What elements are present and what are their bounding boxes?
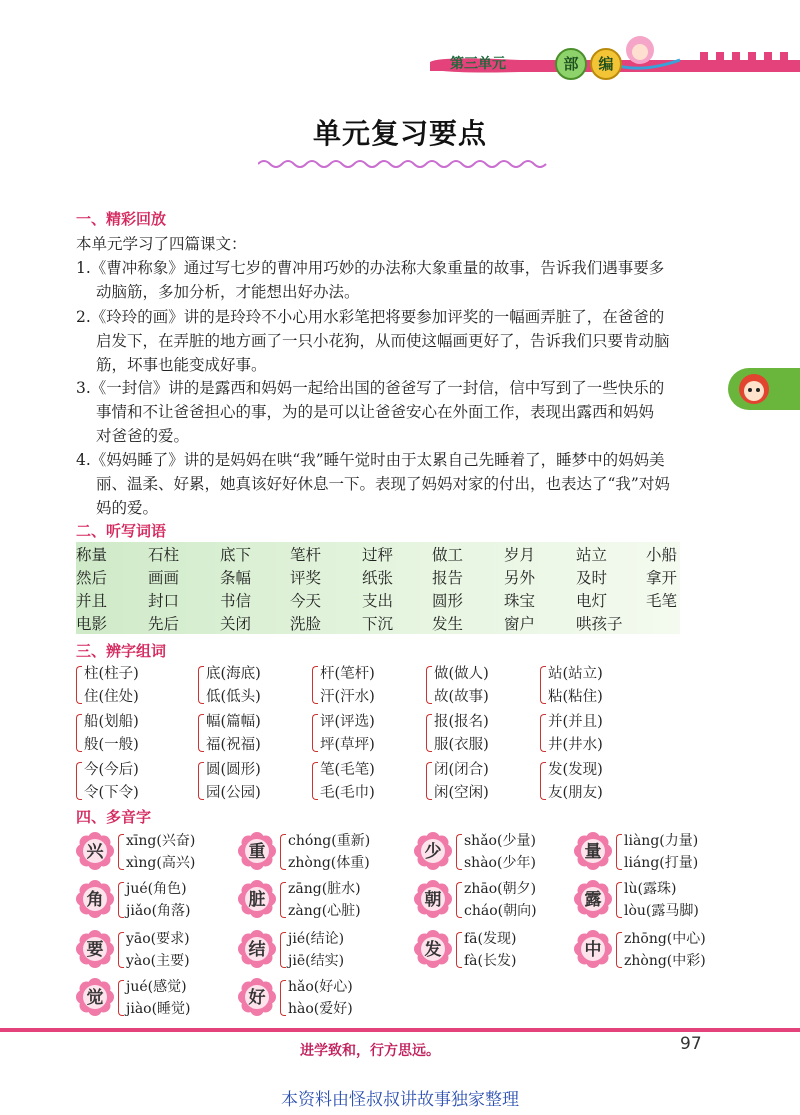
item-line: 筋，坏事也能变成好事。 [96, 356, 267, 374]
polyphone-char: 结 [248, 940, 266, 960]
flower-char-badge [238, 880, 276, 918]
pronunciation: shǎo(少量) [464, 833, 536, 849]
vocab-word: 并且 [76, 592, 108, 610]
brace-mark [198, 714, 204, 752]
compare-word: 发(发现) [548, 762, 603, 778]
pronunciation: zàng(心脏) [288, 903, 361, 919]
intro-text: 本单元学习了四篇课文： [76, 235, 247, 253]
pronunciation: zhòng(中彩) [624, 953, 706, 969]
brace-mark [312, 762, 318, 800]
brace-mark [312, 714, 318, 752]
polyphone-char: 觉 [86, 988, 104, 1008]
item-line: 1.《曹冲称象》通过写七岁的曹冲用巧妙的办法称大象重量的故事，告诉我们遇事要多 [76, 259, 665, 277]
compare-word: 报(报名) [434, 714, 489, 730]
brace-mark [426, 714, 432, 752]
flower-char-badge [414, 832, 452, 870]
vocab-word: 哄孩子 [576, 615, 623, 633]
vocab-word: 书信 [220, 592, 252, 610]
flower-char-badge [414, 930, 452, 968]
pronunciation: jiǎo(角落) [126, 903, 191, 919]
brace-mark [540, 714, 546, 752]
polyphone-char: 朝 [424, 890, 442, 910]
brace-mark [118, 882, 124, 918]
brace-mark [456, 834, 462, 870]
compare-word: 闭(闭合) [434, 762, 489, 778]
vocab-word: 笔杆 [290, 546, 322, 564]
polyphone-char: 好 [248, 988, 266, 1008]
cartoon-icon [734, 369, 774, 409]
flower-char-badge [414, 880, 452, 918]
brace-mark [280, 932, 286, 968]
pronunciation: shào(少年) [464, 855, 536, 871]
vocab-word: 做工 [432, 546, 464, 564]
vocab-word: 然后 [76, 569, 108, 587]
compare-word: 杆(笔杆) [320, 666, 375, 682]
polyphone-char: 重 [248, 842, 266, 862]
brace-mark [456, 882, 462, 918]
compare-word: 令(下令) [84, 785, 139, 801]
footer-line [0, 1028, 800, 1032]
brace-mark [118, 980, 124, 1016]
compare-word: 毛(毛巾) [320, 785, 375, 801]
item-line: 启发下，在弄脏的地方画了一只小花狗，从而使这幅画更好了，告诉我们只要肯动脑 [96, 332, 670, 350]
polyphone-char: 露 [584, 890, 602, 910]
brace-mark [118, 932, 124, 968]
pronunciation: jiē(结实) [288, 953, 345, 969]
brace-mark [198, 762, 204, 800]
vocab-word: 珠宝 [504, 592, 536, 610]
compare-word: 做(做人) [434, 666, 489, 682]
vocab-word: 石柱 [148, 546, 180, 564]
brace-mark [616, 882, 622, 918]
compare-word: 评(评选) [320, 714, 375, 730]
side-tab-decoration [728, 368, 800, 410]
vocab-word: 下沉 [362, 615, 394, 633]
vocab-word: 电灯 [576, 592, 608, 610]
polyphone-char: 发 [424, 940, 442, 960]
item-line: 动脑筋，多加分析，才能想出好办法。 [96, 283, 360, 301]
compare-word: 站(站立) [548, 666, 603, 682]
brace-mark [456, 932, 462, 968]
vocab-word: 另外 [504, 569, 536, 587]
compare-word: 坪(草坪) [320, 737, 375, 753]
compare-word: 福(祝福) [206, 737, 261, 753]
compare-word: 闲(空闲) [434, 785, 489, 801]
vocab-word: 圆形 [432, 592, 464, 610]
compare-word: 般(一般) [84, 737, 139, 753]
vocab-word: 洗脸 [290, 615, 322, 633]
vocab-word: 岁月 [504, 546, 536, 564]
pronunciation: yào(主要) [126, 953, 190, 969]
brace-mark [76, 714, 82, 752]
brace-mark [280, 980, 286, 1016]
item-line: 对爸爸的爱。 [96, 427, 190, 445]
brace-mark [76, 762, 82, 800]
flower-char-badge [76, 978, 114, 1016]
flower-char-badge [574, 880, 612, 918]
flower-char-badge [238, 930, 276, 968]
brace-mark [118, 834, 124, 870]
pronunciation: zāng(脏水) [288, 881, 361, 897]
compare-word: 低(低头) [206, 689, 261, 705]
polyphone-char: 脏 [248, 890, 266, 910]
page-title: 单元复习要点 [312, 117, 487, 150]
item-line: 事情和不让爸爸担心的事，为的是可以让爸爸安心在外面工作，表现出露西和妈妈 [96, 403, 655, 421]
compare-word: 幅(篇幅) [206, 714, 261, 730]
vocab-word: 关闭 [220, 615, 252, 633]
item-line: 妈的爱。 [96, 499, 159, 517]
brace-mark [312, 666, 318, 704]
summary-item-4 [76, 448, 670, 520]
item-line: 2.《玲玲的画》讲的是玲玲不小心用水彩笔把将要参加评奖的一幅画弄脏了，在爸爸的 [76, 308, 665, 326]
compare-word: 粘(粘住) [548, 689, 603, 705]
pronunciation: xīng(兴奋) [126, 833, 196, 849]
vocab-word: 画画 [148, 569, 180, 587]
brace-mark [76, 666, 82, 704]
compare-word: 服(衣服) [434, 737, 489, 753]
section-heading-dictation: 二、听写词语 [76, 522, 167, 540]
badge-bu: 部 [555, 48, 587, 80]
vocab-word: 发生 [432, 615, 464, 633]
brace-mark [540, 762, 546, 800]
item-line: 3.《一封信》讲的是露西和妈妈一起给出国的爸爸写了一封信，信中写到了一些快乐的 [76, 379, 665, 397]
polyphone-char: 要 [86, 940, 104, 960]
brace-mark [616, 834, 622, 870]
summary-item-1 [76, 256, 664, 304]
vocab-grid [76, 542, 680, 634]
flower-char-badge [574, 832, 612, 870]
vocab-word: 今天 [290, 592, 322, 610]
section-heading-polyphone: 四、多音字 [76, 808, 152, 826]
brace-mark [280, 834, 286, 870]
pronunciation: yāo(要求) [126, 931, 190, 947]
polyphone-char: 中 [584, 940, 602, 960]
vocab-word: 拿开 [646, 569, 678, 587]
pronunciation: liáng(打量) [624, 855, 699, 871]
polyphone-char: 量 [584, 842, 602, 862]
flower-char-badge [238, 978, 276, 1016]
vocab-word: 封口 [148, 592, 180, 610]
pronunciation: lù(露珠) [624, 881, 677, 897]
footer-motto: 进学致和，行方思远。 [300, 1043, 440, 1059]
pronunciation: jué(感觉) [126, 979, 187, 995]
summary-item-3 [76, 376, 664, 448]
section-heading-review: 一、精彩回放 [76, 210, 167, 228]
pronunciation: fā(发现) [464, 931, 517, 947]
flower-char-badge [76, 880, 114, 918]
compare-word: 故(故事) [434, 689, 489, 705]
pronunciation: liàng(力量) [624, 833, 699, 849]
compare-word: 今(今后) [84, 762, 139, 778]
vocab-word: 评奖 [290, 569, 322, 587]
section-heading-distinguish: 三、辨字组词 [76, 642, 167, 660]
pronunciation: chóng(重新) [288, 833, 371, 849]
compare-word: 并(并且) [548, 714, 603, 730]
flower-char-badge [574, 930, 612, 968]
summary-item-2 [76, 305, 670, 377]
compare-word: 底(海底) [206, 666, 261, 682]
polyphone-char: 兴 [86, 842, 104, 862]
compare-word: 友(朋友) [548, 785, 603, 801]
pronunciation: jué(角色) [126, 881, 187, 897]
badge-bian: 编 [590, 48, 622, 80]
compare-word: 船(划船) [84, 714, 139, 730]
header-band [0, 30, 800, 82]
vocab-word: 站立 [576, 546, 608, 564]
vocab-word: 称量 [76, 546, 108, 564]
polyphone-char: 少 [424, 842, 442, 862]
pronunciation: zhōng(中心) [624, 931, 706, 947]
brace-mark [426, 666, 432, 704]
vocab-word: 报告 [432, 569, 464, 587]
credit-line: 本资料由怪叔叔讲故事独家整理 [281, 1090, 519, 1110]
pronunciation: xìng(高兴) [126, 855, 196, 871]
pronunciation: jiào(睡觉) [126, 1001, 191, 1017]
compare-word: 住(住处) [84, 689, 139, 705]
vocab-word: 过秤 [362, 546, 394, 564]
flower-char-badge [76, 832, 114, 870]
pronunciation: jié(结论) [288, 931, 345, 947]
vocab-word: 底下 [220, 546, 252, 564]
compare-word: 汗(汗水) [320, 689, 375, 705]
pronunciation: zhòng(体重) [288, 855, 370, 871]
vocab-word: 纸张 [362, 569, 394, 587]
page-number: 97 [680, 1034, 702, 1054]
vocab-word: 先后 [148, 615, 180, 633]
vocab-word: 毛笔 [646, 592, 678, 610]
unit-label: 第三单元 [450, 56, 506, 72]
item-line: 4.《妈妈睡了》讲的是妈妈在哄“我”睡午觉时由于太累自己先睡着了，睡梦中的妈妈美 [76, 451, 665, 469]
brace-mark [280, 882, 286, 918]
brace-mark [426, 762, 432, 800]
pronunciation: hào(爱好) [288, 1001, 353, 1017]
compare-word: 柱(柱子) [84, 666, 139, 682]
brace-mark [198, 666, 204, 704]
item-line: 丽、温柔、好累，她真该好好休息一下。表现了妈妈对家的付出，也表达了“我”对妈 [96, 475, 670, 493]
brace-mark [616, 932, 622, 968]
flower-char-badge [238, 832, 276, 870]
vocab-word: 支出 [362, 592, 394, 610]
polyphone-char: 角 [86, 890, 104, 910]
pronunciation: hǎo(好心) [288, 979, 353, 995]
compare-word: 井(井水) [548, 737, 603, 753]
flower-char-badge [76, 930, 114, 968]
compare-word: 笔(毛笔) [320, 762, 375, 778]
vocab-word: 及时 [576, 569, 608, 587]
title-underline-decoration [258, 158, 548, 170]
pronunciation: fà(长发) [464, 953, 517, 969]
compare-word: 园(公园) [206, 785, 261, 801]
vocab-word: 条幅 [220, 569, 252, 587]
compare-word: 圆(圆形) [206, 762, 261, 778]
pronunciation: lòu(露马脚) [624, 903, 699, 919]
vocab-word: 窗户 [504, 615, 536, 633]
vocab-word: 电影 [76, 615, 108, 633]
pronunciation: cháo(朝向) [464, 903, 537, 919]
pronunciation: zhāo(朝夕) [464, 881, 537, 897]
vocab-word: 小船 [646, 546, 678, 564]
brace-mark [540, 666, 546, 704]
